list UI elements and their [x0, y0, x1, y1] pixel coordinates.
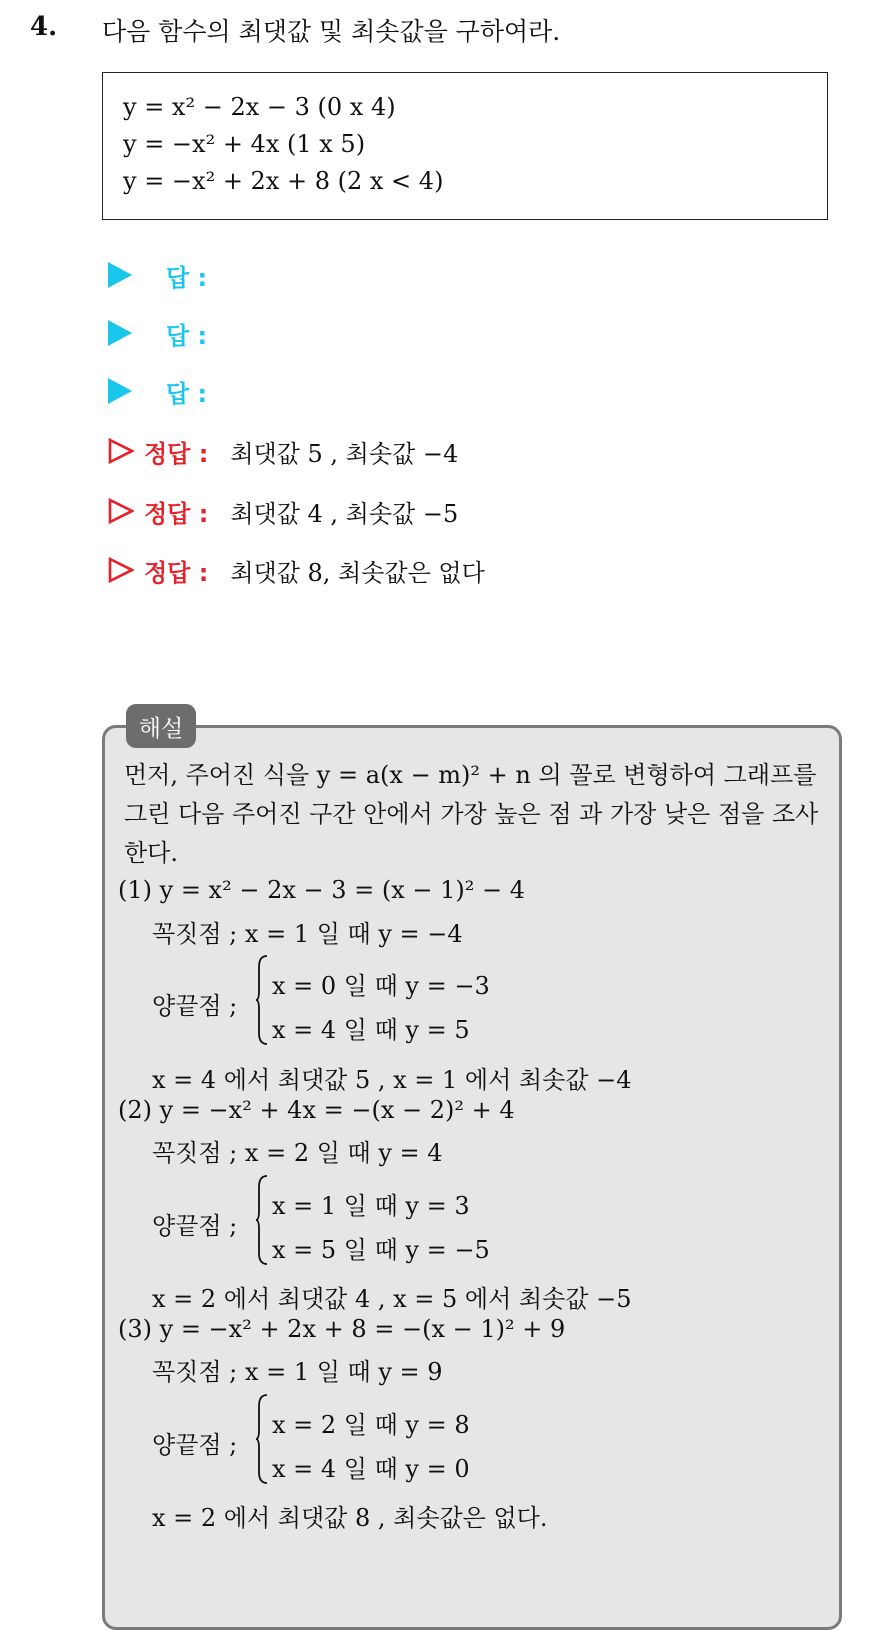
endpoint-label: 양끝점 ;	[152, 992, 238, 1020]
part-2-endpoint-2: x = 5 일 때 y = −5	[272, 1236, 490, 1264]
left-brace-icon	[256, 1175, 268, 1265]
part-3-equation: (3) y = −x² + 2x + 8 = −(x − 1)² + 9	[118, 1315, 566, 1343]
endpoint-label: 양끝점 ;	[152, 1431, 238, 1459]
correct-row-1	[108, 431, 458, 471]
play-triangle-icon	[108, 378, 132, 404]
question-number: 4.	[30, 12, 58, 42]
endpoint-label: 양끝점 ;	[152, 1212, 238, 1240]
answer-label: 답 :	[166, 379, 208, 408]
answer-row-1	[108, 255, 207, 295]
outline-triangle-icon	[108, 438, 134, 464]
correct-row-2	[108, 491, 458, 531]
left-brace-icon	[256, 1394, 268, 1484]
answer-row-2	[108, 313, 207, 353]
vertex-label: 꼭짓점 ;	[152, 920, 238, 948]
play-triangle-icon	[108, 262, 132, 288]
part-3-vertex-row	[152, 1352, 443, 1387]
correct-label: 정답 :	[144, 499, 209, 528]
question-text: 다음 함수의 최댓값 및 최솟값을 구하여라.	[102, 17, 561, 46]
part-3-vertex: x = 1 일 때 y = 9	[244, 1358, 443, 1386]
correct-label: 정답 :	[144, 558, 209, 587]
correct-label: 정답 :	[144, 439, 209, 468]
play-triangle-icon	[108, 320, 132, 346]
problem-2: y = −x² + 4x (1 x 5)	[123, 130, 366, 158]
outline-triangle-icon	[108, 557, 134, 583]
part-2-equation: (2) y = −x² + 4x = −(x − 2)² + 4	[118, 1096, 515, 1124]
part-2-endpoint-1: x = 1 일 때 y = 3	[272, 1192, 470, 1220]
part-1-endpoint-2: x = 4 일 때 y = 5	[272, 1016, 470, 1044]
answer-label: 답 :	[166, 321, 208, 350]
problem-box	[102, 72, 828, 220]
answer-label: 답 :	[166, 263, 208, 292]
problem-3: y = −x² + 2x + 8 (2 x < 4)	[123, 167, 444, 195]
left-brace-icon	[256, 955, 268, 1045]
part-1-endpoint-1: x = 0 일 때 y = −3	[272, 972, 490, 1000]
part-3-endpoint-2: x = 4 일 때 y = 0	[272, 1455, 470, 1483]
part-3-endpoint-1: x = 2 일 때 y = 8	[272, 1411, 470, 1439]
part-1-vertex-row	[152, 914, 463, 949]
correct-answer-3: 최댓값 8, 최솟값은 없다	[230, 558, 485, 587]
vertex-label: 꼭짓점 ;	[152, 1139, 238, 1167]
part-2-vertex-row	[152, 1133, 443, 1168]
problem-1: y = x² − 2x − 3 (0 x 4)	[123, 93, 396, 121]
part-1-vertex: x = 1 일 때 y = −4	[244, 920, 463, 948]
correct-row-3	[108, 550, 485, 590]
part-2-vertex: x = 2 일 때 y = 4	[244, 1139, 443, 1167]
correct-answer-2: 최댓값 4 , 최솟값 −5	[230, 499, 459, 528]
solution-tag: 해설	[126, 704, 196, 748]
part-2-result: x = 2 에서 최댓값 4 , x = 5 에서 최솟값 −5	[152, 1285, 632, 1313]
part-3-result: x = 2 에서 최댓값 8 , 최솟값은 없다.	[152, 1504, 548, 1532]
part-1-equation: (1) y = x² − 2x − 3 = (x − 1)² − 4	[118, 876, 526, 904]
solution-intro: 먼저, 주어진 식을 y = a(x − m)² + n 의 꼴로 변형하여 그래프를 그린 다음 주어진 구간 안에서 가장 높은 점 과 가장 낮은 점을 조사한다.	[124, 761, 819, 867]
answer-row-3	[108, 371, 207, 411]
part-1-result: x = 4 에서 최댓값 5 , x = 1 에서 최솟값 −4	[152, 1066, 632, 1094]
vertex-label: 꼭짓점 ;	[152, 1358, 238, 1386]
outline-triangle-icon	[108, 498, 134, 524]
correct-answer-1: 최댓값 5 , 최솟값 −4	[230, 439, 459, 468]
